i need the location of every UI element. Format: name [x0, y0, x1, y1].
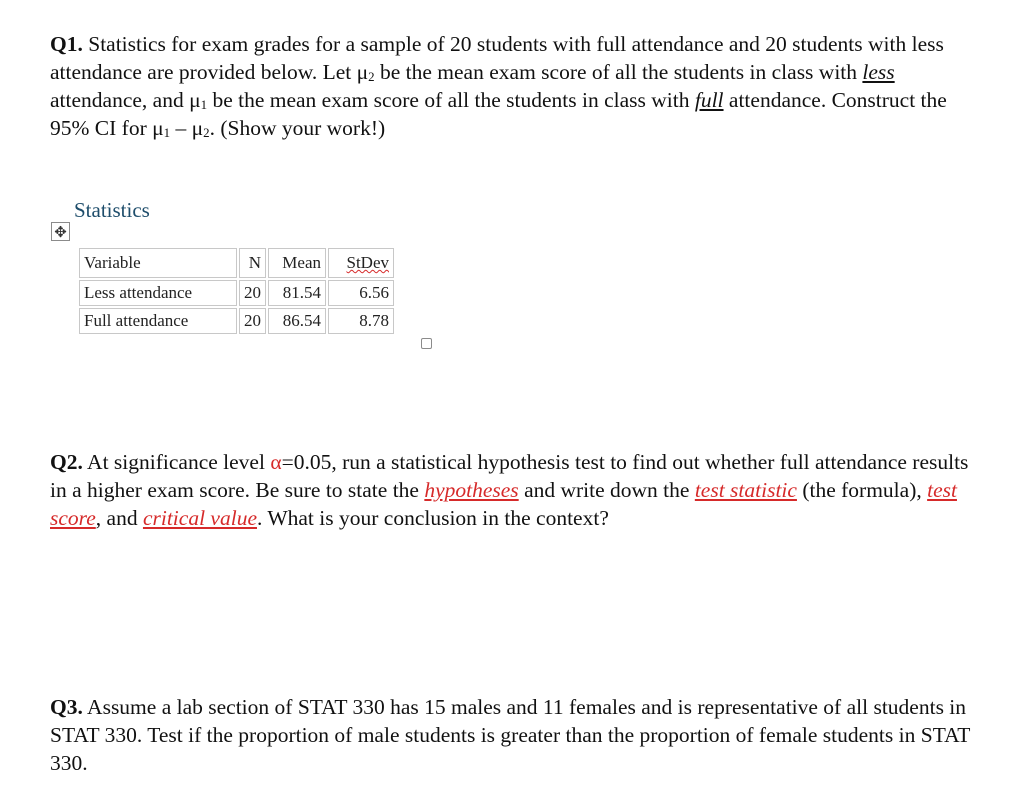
q1-text-4: be the mean exam score of all the students in class with [207, 88, 695, 112]
q1-text-3: attendance, and μ [50, 88, 201, 112]
q2-text-6: . What is your conclusion in the context? [256, 506, 609, 530]
table-header-row [79, 248, 394, 278]
q2-text-1: At significance level [82, 450, 271, 474]
cell-stdev: 6.56 [328, 280, 394, 306]
statistics-table [77, 246, 396, 336]
question-3 [50, 693, 990, 777]
q2-text-4: (the formula), [796, 478, 928, 502]
q1-text-2: be the mean exam score of all the students in class with [374, 60, 863, 84]
less-emphasis: less [862, 60, 895, 84]
statistics-title: Statistics [74, 198, 150, 222]
table-row [79, 280, 394, 306]
q2-text-5: , and [95, 506, 143, 530]
table-resize-handle-icon[interactable] [421, 338, 432, 349]
question-1-label: Q1. [50, 32, 83, 56]
cell-n: 20 [239, 280, 266, 306]
q1-text-7: . (Show your work!) [209, 116, 386, 140]
q1-text-5: attendance. Construct the 95% CI for μ [50, 88, 947, 140]
cell-n: 20 [239, 308, 266, 334]
q3-text: Assume a lab section of STAT 330 has 15 males and 11 females and is representative of all students in STAT 330. Test if the proportion of male students is greater than the proportion of female students in STAT 330. [50, 695, 970, 775]
header-variable: Variable [79, 248, 237, 278]
question-1 [50, 30, 990, 142]
q2-text-3: and write down the [518, 478, 695, 502]
cell-variable: Less attendance [79, 280, 237, 306]
q1-sub-d: 2 [203, 126, 210, 140]
table-row [79, 308, 394, 334]
q1-sub-a: 2 [368, 70, 375, 84]
header-n: N [239, 248, 266, 278]
header-stdev [328, 248, 394, 278]
table-move-handle-icon[interactable]: ✥ [51, 222, 70, 241]
critical-value-emphasis: critical value [142, 506, 257, 530]
cell-stdev: 8.78 [328, 308, 394, 334]
cell-mean: 86.54 [268, 308, 326, 334]
test-score-emphasis: test score [50, 478, 957, 530]
q1-sub-b: 1 [200, 98, 208, 112]
header-mean: Mean [268, 248, 326, 278]
spellcheck-stdev: StDev [346, 253, 389, 272]
cell-mean: 81.54 [268, 280, 326, 306]
q2-text-2: =0.05, run a statistical hypothesis test to find out whether full attendance results in a higher exam score. Be sure to state the [50, 450, 969, 502]
q1-text-1: Statistics for exam grades for a sample of 20 students with full attendance and 20 students with less attendance are provided below. Let μ [50, 32, 944, 84]
q1-text-6: – μ [170, 116, 204, 140]
question-3-label: Q3. [50, 695, 83, 719]
full-emphasis: full [694, 88, 724, 112]
hypotheses-emphasis: hypotheses [424, 478, 519, 502]
cell-variable: Full attendance [79, 308, 237, 334]
test-statistic-emphasis: test statistic [694, 478, 797, 502]
question-2-label: Q2. [50, 450, 83, 474]
question-2 [50, 448, 990, 532]
q1-sub-c: 1 [163, 126, 171, 140]
alpha-symbol: α [270, 450, 282, 474]
